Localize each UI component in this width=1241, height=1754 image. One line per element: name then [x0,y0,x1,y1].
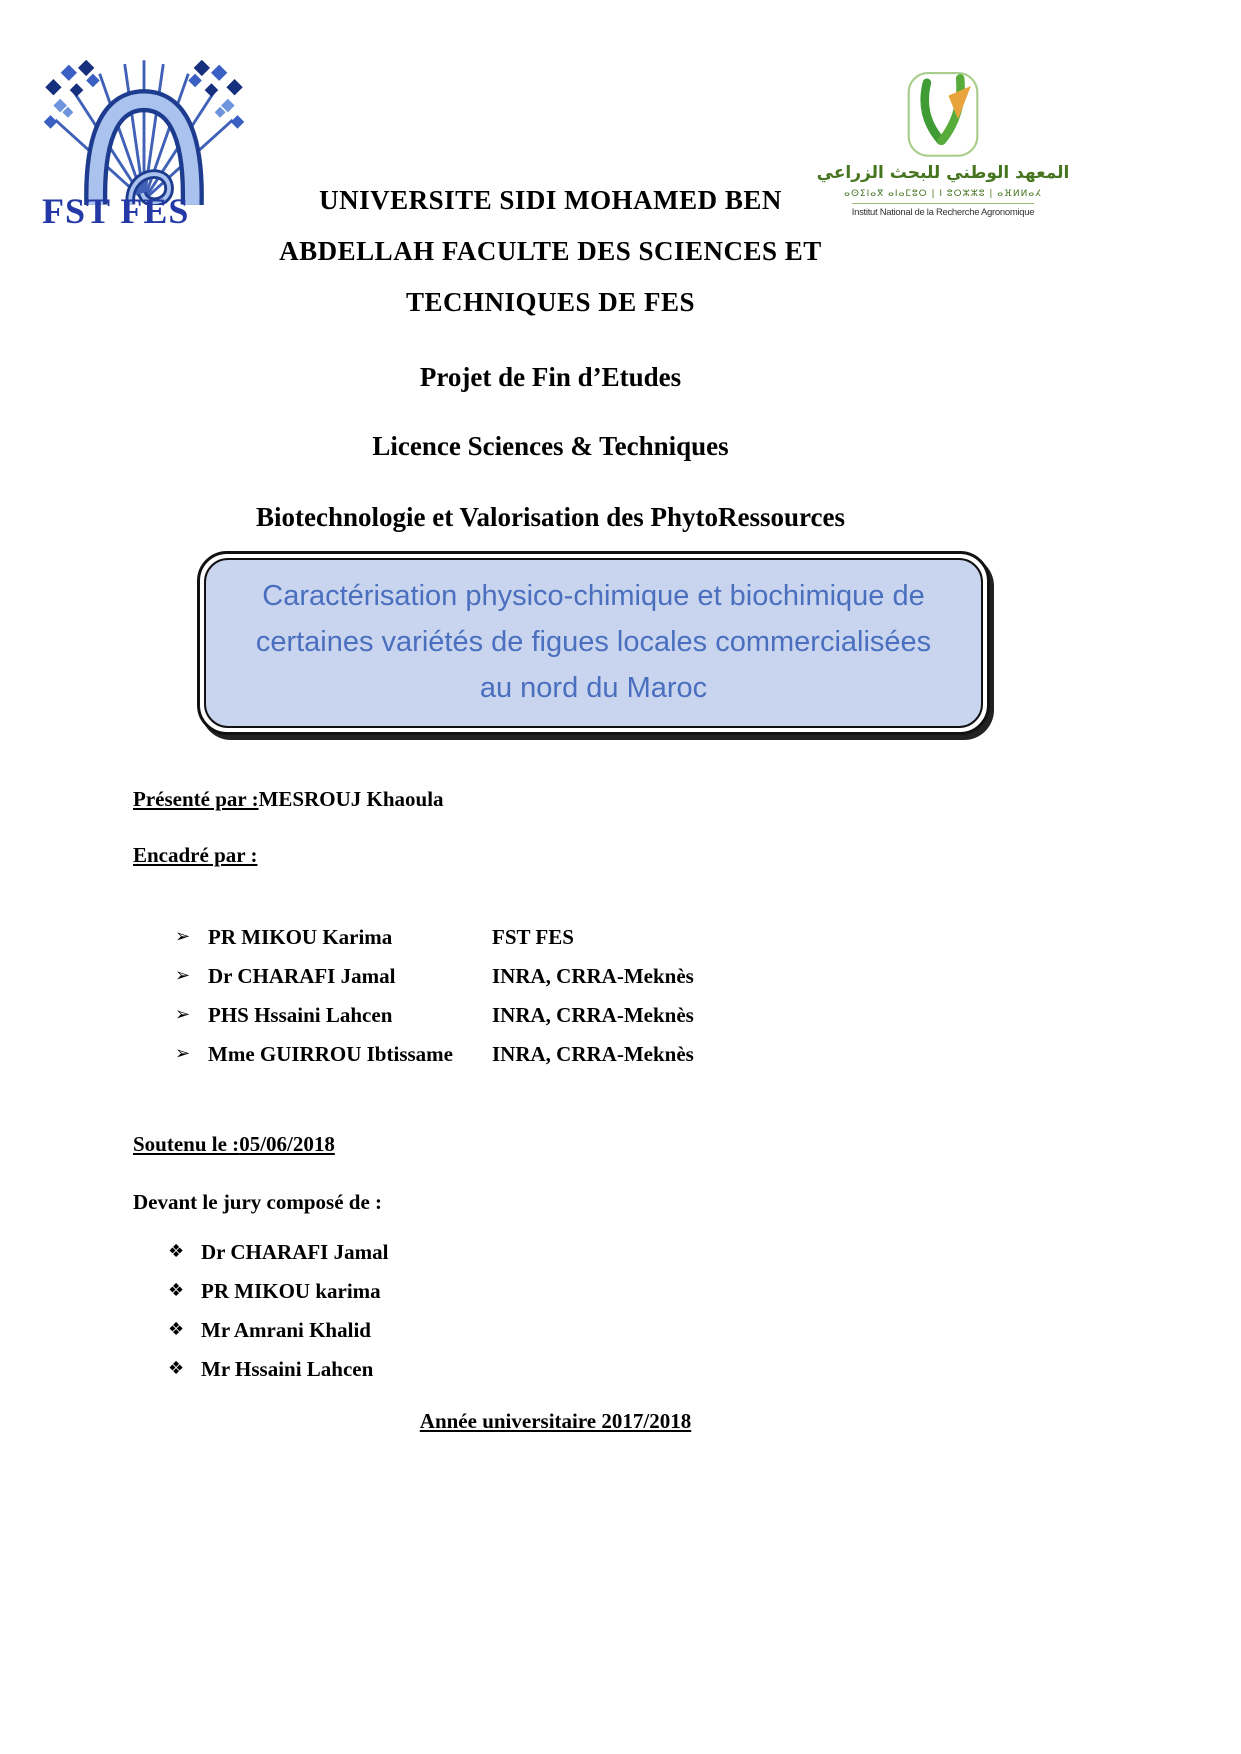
thesis-title-line3: au nord du Maroc [479,672,708,704]
defense-date-line [133,1132,1141,1156]
supervisor-affiliation: FST FES [492,925,574,949]
jury-member-row [168,1240,1141,1264]
supervisor-name: Dr CHARAFI Jamal [208,964,396,988]
jury-member-name: Dr CHARAFI Jamal [201,1240,389,1264]
supervisor-row [175,964,1141,988]
inra-logo [816,72,1070,218]
supervisor-row [175,1003,1141,1027]
supervisor-name: Mme GUIRROU Ibtissame [208,1042,453,1066]
diamond-bullet-icon: ❖ [168,1280,185,1301]
jury-member-row [168,1318,1141,1342]
supervisor-affiliation: INRA, CRRA-Meknès [492,964,694,988]
diamond-bullet-icon: ❖ [168,1358,185,1379]
jury-intro-line: Devant le jury composé de : [133,1190,383,1214]
defense-date-text [133,1132,335,1156]
inra-logo-graphic [884,72,1002,160]
university-name-line1: UNIVERSITE SIDI MOHAMED BEN [319,185,782,215]
thesis-title-box-inner [204,558,983,728]
defense-date-label: Soutenu le : [133,1132,240,1156]
jury-member-row [168,1357,1141,1381]
jury-member-name: Mr Amrani Khalid [201,1318,371,1342]
jury-member-name: PR MIKOU karima [201,1279,381,1303]
thesis-title-line1: Caractérisation physico-chimique et biochimique de [262,580,925,612]
supervisor-row [175,925,1141,949]
body-block [133,787,1141,1381]
presented-by-line [133,787,1141,811]
arrow-bullet-icon: ➢ [175,965,191,986]
supervisor-row [175,1042,1141,1066]
university-name-line2: ABDELLAH FACULTE DES SCIENCES ET [279,236,822,266]
thesis-title-box [197,551,990,735]
university-name-line3: TECHNIQUES DE FES [405,287,696,317]
presented-by-label: Présenté par : [133,787,259,811]
defense-date-value: 05/06/2018 [239,1132,335,1156]
inra-arabic-name: المعهد الوطني للبحث الزراعي [816,163,1070,183]
supervised-by-line [133,843,1141,867]
supervisor-name: PR MIKOU Karima [208,925,393,949]
fst-logo-label: FST FES [42,191,190,231]
author-name: MESROUJ Khaoula [258,787,444,811]
program-name: Biotechnologie et Valorisation des PhytoRessources [256,502,845,532]
supervisor-affiliation: INRA, CRRA-Meknès [492,1003,694,1027]
inra-french-name: Institut National de la Recherche Agronomique [852,203,1034,218]
diamond-bullet-icon: ❖ [168,1241,185,1262]
fst-logo-graphic [38,60,250,205]
academic-year-line [0,1409,1241,1434]
supervisor-name: PHS Hssaini Lahcen [208,1003,393,1027]
jury-member-name: Mr Hssaini Lahcen [201,1357,374,1381]
arrow-bullet-icon: ➢ [175,1043,191,1064]
supervisor-affiliation: INRA, CRRA-Meknès [492,1042,694,1066]
supervised-by-label: Encadré par : [133,843,258,867]
supervisor-list [133,925,1141,1066]
arrow-bullet-icon: ➢ [175,926,191,947]
inra-tifinagh-name: ⴰⵙⵉⵏⴰⴳ ⴰⵏⴰⵎⵓⵔ | ⵏ ⵓⵔⵣⵣⵓ | ⴰⴼⵍⵍⴰⵃ [844,188,1042,199]
jury-list [133,1240,1141,1381]
degree-name: Licence Sciences & Techniques [372,431,729,461]
academic-year-text: Année universitaire 2017/2018 [419,1409,692,1433]
fst-fes-logo [38,60,260,232]
thesis-title-line2: certaines variétés de figues locales commercialisées [255,626,932,658]
arrow-bullet-icon: ➢ [175,1004,191,1025]
diamond-bullet-icon: ❖ [168,1319,185,1340]
jury-member-row [168,1279,1141,1303]
project-type: Projet de Fin d’Etudes [419,362,682,392]
